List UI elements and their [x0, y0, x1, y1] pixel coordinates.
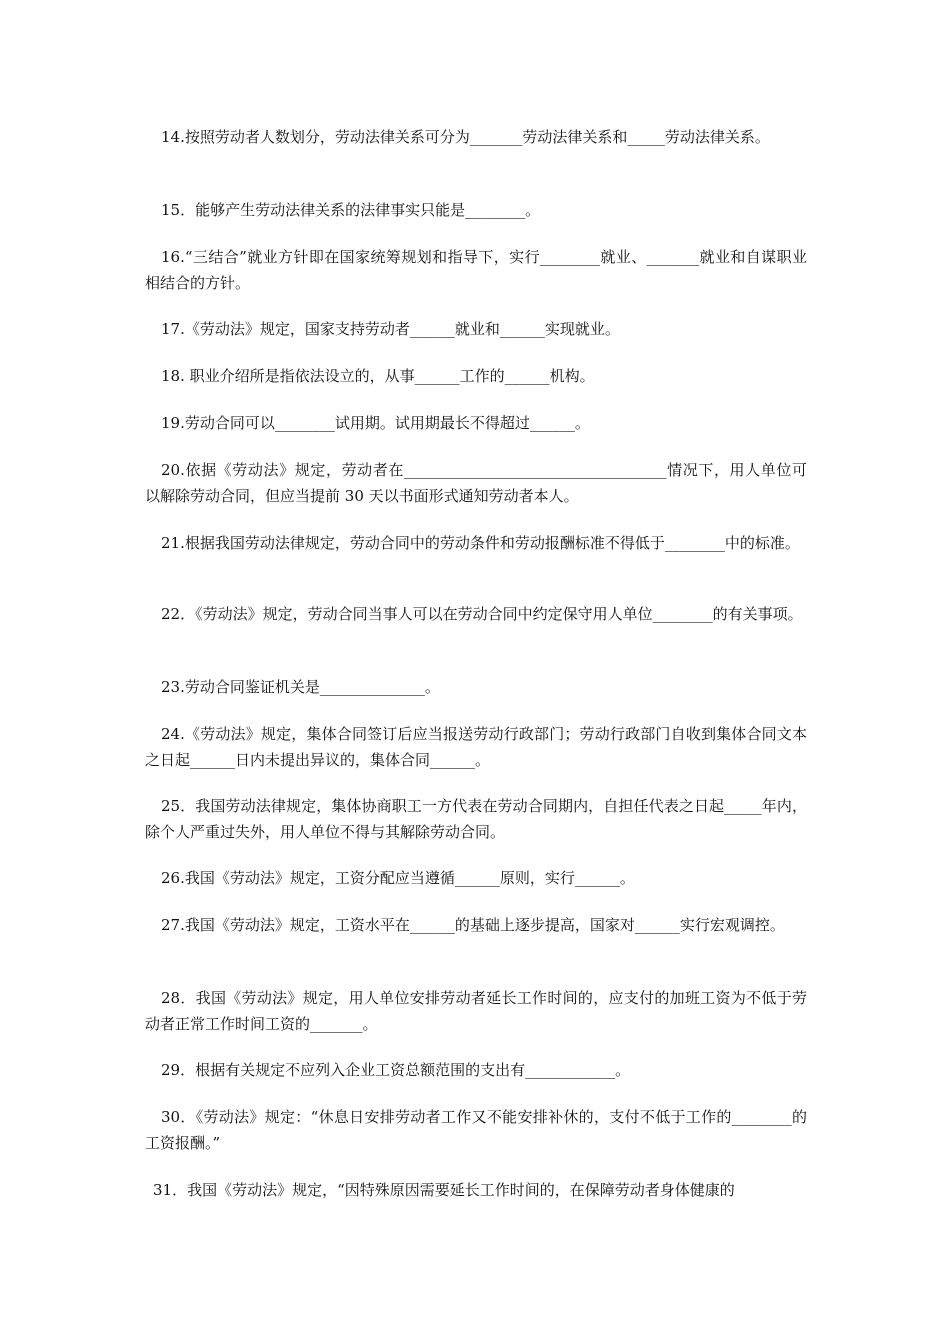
question-20: 20.依据《劳动法》规定，劳动者在___________________________________情况下，用人单位可以解除劳动合同，但应当提前 30 天以书面形式通知劳动者本人。 — [145, 461, 807, 505]
question-18: 18. 职业介绍所是指依法设立的，从事______工作的______机构。 — [161, 367, 595, 385]
question-29: 29．根据有关规定不应列入企业工资总额范围的支出有____________。 — [161, 1061, 631, 1079]
question-19: 19.劳动合同可以________试用期。试用期最长不得超过______。 — [161, 414, 590, 432]
question-17: 17.《劳动法》规定，国家支持劳动者______就业和______实现就业。 — [161, 320, 620, 338]
question-27: 27.我国《劳动法》规定，工资水平在______的基础上逐步提高，国家对______实行宏观调控。 — [161, 916, 785, 934]
question-28: 28．我国《劳动法》规定，用人单位安排劳动者延长工作时间的，应支付的加班工资为不低于劳动者正常工作时间工资的_______。 — [145, 989, 807, 1033]
question-26: 26.我国《劳动法》规定，工资分配应当遵循______原则，实行______。 — [161, 869, 635, 887]
question-31: 31．我国《劳动法》规定，“因特殊原因需要延长工作时间的，在保障劳动者身体健康的 — [153, 1181, 735, 1199]
question-14: 14.按照劳动者人数划分，劳动法律关系可分为_______劳动法律关系和_____劳动法律关系。 — [161, 128, 770, 146]
question-24: 24.《劳动法》规定，集体合同签订后应当报送劳动行政部门；劳动行政部门自收到集体合同文本之日起______日内未提出异议的，集体合同______。 — [145, 725, 807, 769]
question-16: 16.“三结合”就业方针即在国家统筹规划和指导下，实行________就业、_______就业和自谋职业相结合的方针。 — [145, 248, 807, 292]
question-21: 21.根据我国劳动法律规定，劳动合同中的劳动条件和劳动报酬标准不得低于________中的标准。 — [161, 534, 800, 552]
question-23: 23.劳动合同鉴证机关是______________。 — [161, 678, 440, 696]
question-30: 30．《劳动法》规定：“休息日安排劳动者工作又不能安排补休的，支付不低于工作的________的工资报酬。” — [145, 1108, 807, 1152]
question-25: 25．我国劳动法律规定，集体协商职工一方代表在劳动合同期内，自担任代表之日起_____年内，除个人严重过失外，用人单位不得与其解除劳动合同。 — [145, 797, 807, 841]
question-15: 15．能够产生劳动法律关系的法律事实只能是________。 — [161, 201, 541, 219]
question-22: 22．《劳动法》规定，劳动合同当事人可以在劳动合同中约定保守用人单位________的有关事项。 — [161, 605, 803, 623]
